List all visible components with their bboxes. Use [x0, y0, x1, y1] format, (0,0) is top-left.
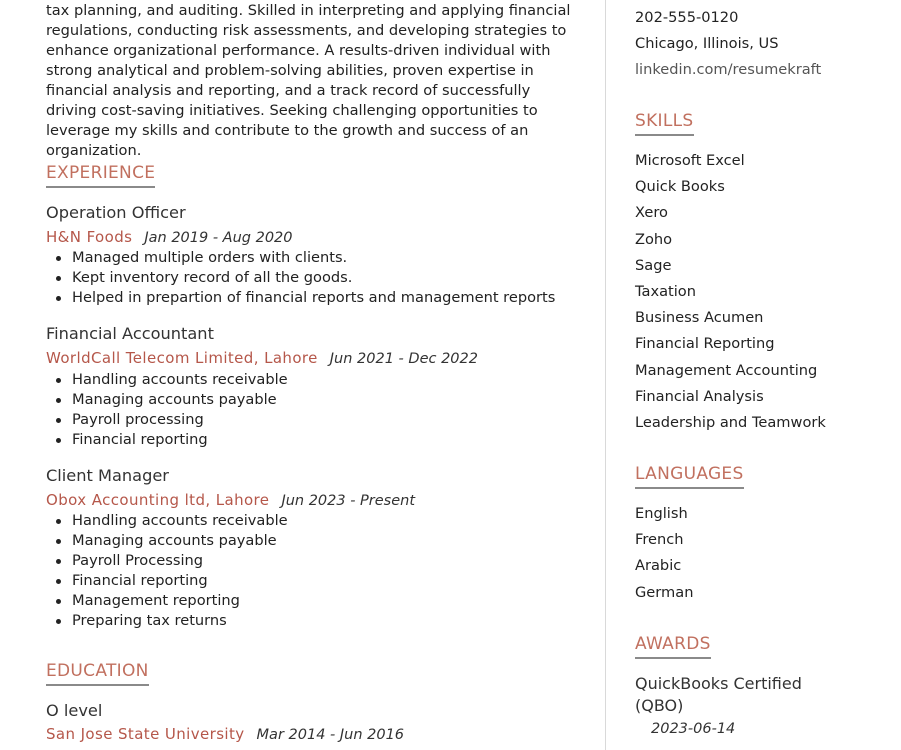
job-company: Obox Accounting ltd, Lahore: [46, 491, 270, 509]
job-title: Operation Officer: [46, 203, 186, 222]
languages-heading: LANGUAGES: [635, 464, 744, 489]
skills-heading: SKILLS: [635, 111, 694, 136]
award-title: QuickBooks Certified (QBO): [635, 674, 802, 715]
job-dates: Jun 2023 - Present: [281, 493, 416, 509]
list-item: Zoho: [635, 230, 673, 248]
summary-text: tax planning, and auditing. Skilled in interpreting and applying financial regulations, conducting risk assessments, and developing strategies to enhance organizational performance. A results-driven individual with strong analytical and problem-solving abilities, proven expertise in financial analysis and reporting, and a track record of successfully driving cost-saving initiatives. Seeking challenging opportunities to leverage my skills and contribute to the growth and success of an organization.: [46, 2, 571, 159]
job-company: H&N Foods: [46, 228, 133, 246]
list-item: Managing accounts payable: [54, 531, 288, 551]
job-title: Financial Accountant: [46, 324, 214, 343]
list-item: Helped in prepartion of financial reports and management reports: [54, 288, 555, 308]
job-company-line: [46, 491, 415, 509]
education-school: San Jose State University: [46, 725, 245, 743]
skills-list: [635, 148, 826, 436]
list-item: Taxation: [635, 283, 696, 301]
column-divider: [605, 0, 606, 750]
education-heading: EDUCATION: [46, 661, 149, 686]
list-item: Financial reporting: [54, 571, 288, 591]
education-school-line: [46, 725, 404, 743]
contact-linkedin-link[interactable]: linkedin.com/resumekraft: [635, 61, 822, 78]
list-item: Sage: [635, 256, 672, 274]
job-company: WorldCall Telecom Limited, Lahore: [46, 349, 318, 367]
list-item: Financial reporting: [54, 430, 288, 450]
job-dates: Jan 2019 - Aug 2020: [144, 230, 293, 246]
award-date: 2023-06-14: [651, 721, 736, 737]
languages-list: [635, 501, 693, 606]
list-item: Payroll Processing: [54, 551, 288, 571]
list-item: German: [635, 583, 694, 601]
list-item: Leadership and Teamwork: [635, 414, 826, 432]
list-item: Handling accounts receivable: [54, 511, 288, 531]
awards-heading: AWARDS: [635, 634, 711, 659]
list-item: Managing accounts payable: [54, 390, 288, 410]
job-title: Client Manager: [46, 466, 169, 485]
education-degree: O level: [46, 701, 103, 720]
contact-location: Chicago, Illinois, US: [635, 35, 779, 52]
list-item: Xero: [635, 204, 668, 222]
list-item: Management reporting: [54, 591, 288, 611]
list-item: Handling accounts receivable: [54, 370, 288, 390]
job-bullets: [54, 511, 288, 631]
list-item: Quick Books: [635, 178, 725, 196]
list-item: Managed multiple orders with clients.: [54, 248, 555, 268]
job-bullets: [54, 370, 288, 450]
education-dates: Mar 2014 - Jun 2016: [256, 727, 405, 743]
experience-heading: EXPERIENCE: [46, 163, 155, 188]
list-item: English: [635, 505, 688, 522]
list-item: Microsoft Excel: [635, 152, 745, 169]
list-item: Arabic: [635, 557, 682, 575]
list-item: Kept inventory record of all the goods.: [54, 268, 555, 288]
list-item: Preparing tax returns: [54, 611, 288, 631]
job-company-line: [46, 228, 293, 246]
contact-phone: 202-555-0120: [635, 9, 739, 26]
job-dates: Jun 2021 - Dec 2022: [329, 351, 478, 367]
list-item: Business Acumen: [635, 309, 764, 327]
list-item: Financial Reporting: [635, 335, 775, 353]
list-item: Management Accounting: [635, 361, 818, 379]
list-item: Payroll processing: [54, 410, 288, 430]
job-bullets: [54, 248, 555, 308]
list-item: Financial Analysis: [635, 387, 764, 405]
job-company-line: [46, 349, 478, 367]
list-item: French: [635, 531, 684, 549]
